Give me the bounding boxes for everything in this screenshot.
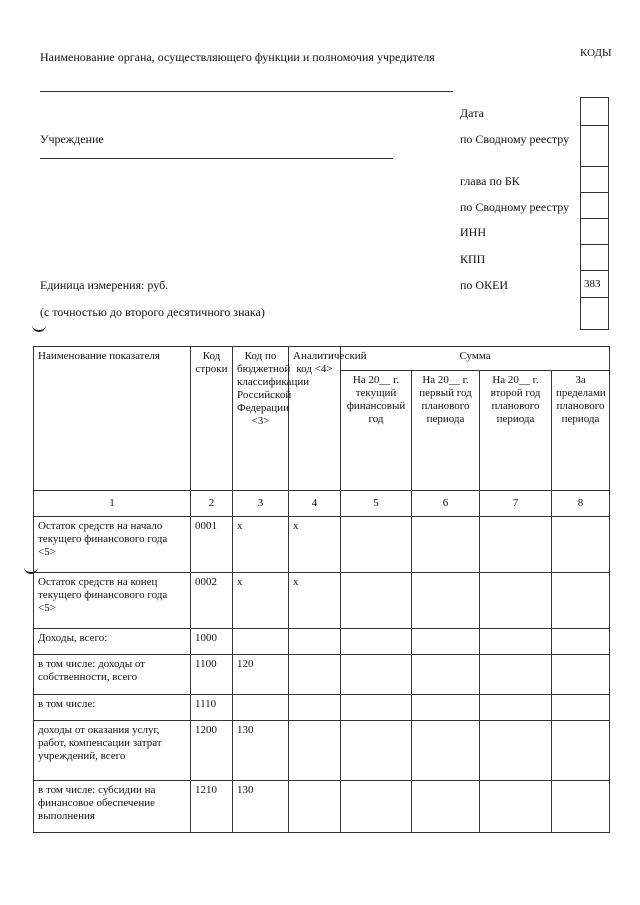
header-code: Код строки (191, 347, 233, 491)
okei-label: по ОКЕИ (460, 278, 509, 292)
column-number-row (34, 491, 610, 517)
date-label: Дата (460, 106, 484, 120)
row-name: в том числе: доходы от собственности, всего (34, 655, 191, 695)
row-sum-current[interactable] (341, 695, 412, 721)
row-sum-second[interactable] (480, 781, 552, 833)
row-analytic[interactable] (289, 629, 341, 655)
kpp-label: КПП (460, 252, 486, 266)
founder-label: Наименование органа, осуществляющего функции и полномочия учредителя (40, 50, 435, 64)
row-bk[interactable] (233, 695, 289, 721)
precision-label: (с точностью до второго десятичного знака) (40, 305, 265, 319)
row-analytic[interactable]: x (289, 573, 341, 629)
table-row (34, 781, 610, 833)
table-row (34, 655, 610, 695)
row-sum-beyond[interactable] (552, 721, 610, 781)
row-sum-beyond[interactable] (552, 781, 610, 833)
registry-label-2: по Сводному реестру (460, 200, 570, 214)
table-row (34, 721, 610, 781)
col-num: 3 (233, 491, 289, 517)
row-sum-current[interactable] (341, 573, 412, 629)
unit-label: Единица измерения: руб. (40, 278, 169, 292)
row-sum-second[interactable] (480, 573, 552, 629)
col-num: 5 (341, 491, 412, 517)
codes-cell-divider (581, 166, 608, 167)
table-row (34, 695, 610, 721)
row-name: в том числе: субсидии на финансовое обеспечение выполнения (34, 781, 191, 833)
codes-cell-divider (581, 218, 608, 219)
col-num: 7 (480, 491, 552, 517)
codes-header: КОДЫ (580, 47, 612, 59)
row-bk[interactable]: 130 (233, 781, 289, 833)
okei-value: 383 (584, 278, 601, 290)
row-sum-first[interactable] (412, 695, 480, 721)
header-second-year: На 20__ г. второй год планового периода (480, 371, 552, 491)
row-code: 1210 (191, 781, 233, 833)
header-current-year: На 20__ г. текущий финансовый год (341, 371, 412, 491)
row-sum-first[interactable] (412, 655, 480, 695)
codes-cell-divider (581, 125, 608, 126)
codes-cell-divider (581, 297, 608, 298)
row-sum-second[interactable] (480, 629, 552, 655)
row-sum-beyond[interactable] (552, 695, 610, 721)
codes-box (580, 97, 609, 330)
header-beyond: За пределами планового периода (552, 371, 610, 491)
row-bk[interactable]: 120 (233, 655, 289, 695)
row-sum-first[interactable] (412, 517, 480, 573)
row-code: 1200 (191, 721, 233, 781)
scan-mark (32, 322, 46, 332)
row-sum-beyond[interactable] (552, 655, 610, 695)
row-code: 0001 (191, 517, 233, 573)
row-sum-first[interactable] (412, 781, 480, 833)
row-sum-current[interactable] (341, 517, 412, 573)
institution-label: Учреждение (40, 132, 104, 146)
row-sum-current[interactable] (341, 629, 412, 655)
row-code: 1000 (191, 629, 233, 655)
row-sum-current[interactable] (341, 721, 412, 781)
col-num: 6 (412, 491, 480, 517)
row-sum-first[interactable] (412, 629, 480, 655)
col-num: 4 (289, 491, 341, 517)
row-analytic[interactable]: x (289, 517, 341, 573)
row-sum-current[interactable] (341, 781, 412, 833)
col-num: 8 (552, 491, 610, 517)
row-sum-beyond[interactable] (552, 629, 610, 655)
row-bk[interactable] (233, 629, 289, 655)
institution-underline (40, 158, 393, 159)
codes-cell-divider (581, 244, 608, 245)
table-row (34, 517, 610, 573)
header-bk-code: Код по бюджетной классификации Российской Федерации <3> (233, 347, 289, 491)
codes-cell-divider (581, 192, 608, 193)
header-analytic: Аналитический код <4> (289, 347, 341, 491)
row-sum-second[interactable] (480, 655, 552, 695)
row-sum-second[interactable] (480, 695, 552, 721)
col-num: 2 (191, 491, 233, 517)
row-sum-second[interactable] (480, 721, 552, 781)
row-sum-first[interactable] (412, 573, 480, 629)
founder-underline (40, 91, 453, 92)
row-analytic[interactable] (289, 695, 341, 721)
bk-chapter-label: глава по БК (460, 174, 520, 188)
row-name: Остаток средств на начало текущего финансового года <5> (34, 517, 191, 573)
row-bk[interactable]: x (233, 517, 289, 573)
budget-table (33, 346, 610, 833)
row-name: доходы от оказания услуг, работ, компенсации затрат учреждений, всего (34, 721, 191, 781)
row-name: Остаток средств на конец текущего финансового года <5> (34, 573, 191, 629)
header-name: Наименование показателя (34, 347, 191, 491)
row-sum-first[interactable] (412, 721, 480, 781)
row-sum-beyond[interactable] (552, 573, 610, 629)
row-code: 1110 (191, 695, 233, 721)
row-bk[interactable]: 130 (233, 721, 289, 781)
row-analytic[interactable] (289, 655, 341, 695)
table-row (34, 629, 610, 655)
table-row (34, 573, 610, 629)
col-num: 1 (34, 491, 191, 517)
row-name: в том числе: (34, 695, 191, 721)
row-bk[interactable]: x (233, 573, 289, 629)
row-code: 1100 (191, 655, 233, 695)
row-analytic[interactable] (289, 721, 341, 781)
row-sum-second[interactable] (480, 517, 552, 573)
row-name: Доходы, всего: (34, 629, 191, 655)
row-code: 0002 (191, 573, 233, 629)
inn-label: ИНН (460, 225, 486, 239)
codes-cell-divider (581, 270, 608, 271)
row-sum-current[interactable] (341, 655, 412, 695)
header-sum: Сумма (341, 347, 610, 371)
row-analytic[interactable] (289, 781, 341, 833)
row-sum-beyond[interactable] (552, 517, 610, 573)
header-first-year: На 20__ г. первый год планового периода (412, 371, 480, 491)
registry-label-1: по Сводному реестру (460, 132, 570, 146)
